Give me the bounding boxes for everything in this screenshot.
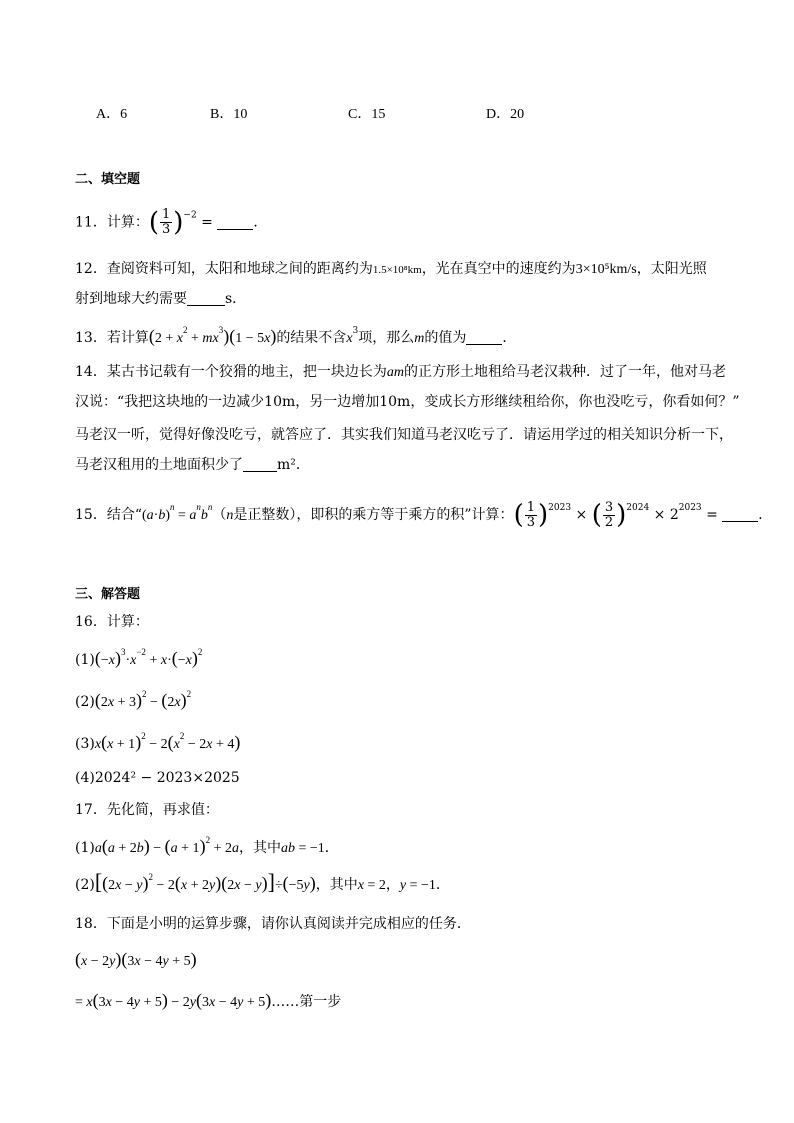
question-13: 13．若计算$(2 + x^2 + mx^3)(1 - 5x)$的结果不含$x^3$项，那么m的值为 ． xyxy=(75,325,517,346)
q11-prefix: 11．计算： xyxy=(75,214,149,231)
answer-blank xyxy=(217,215,253,230)
question-14-line-1: 14．某古书记载有一个狡猾的地主，把一块边长为am的正方形土地租给马老汉栽种．过了一年，他对马老 xyxy=(75,364,726,380)
question-14-line-3: 马老汉一听，觉得好像没吃亏，就答应了．其实我们知道马老汉吃亏了．请运用学过的相关知识分析一下， xyxy=(75,427,733,443)
question-17-part-2: $(2)[(2x - y)^2 - 2(x + 2y)(2x - y)]\div(-5y)$，其中x = 2，y = −1． xyxy=(75,869,450,894)
choice-b: B．10 xyxy=(210,107,248,122)
question-16-part-1: $(1)(-x)^3\cdot x^{-2} + x\cdot(-x)^2$ xyxy=(75,647,203,668)
question-18-expression: (x − 2y)(3x − 4y + 5) xyxy=(75,949,197,969)
question-17-title: 17．先化简，再求值： xyxy=(75,802,219,818)
answer-blank xyxy=(243,457,277,472)
question-14-line-2: 汉说：“我把这块地的一边减少10m，另一边增加10m，变成长方形继续租给你，你也没吃亏，你看如何？” xyxy=(75,394,740,410)
question-18-title: 18．下面是小明的运算步骤，请你认真阅读并完成相应的任务． xyxy=(75,916,471,932)
question-12-line-2: 射到地球大约需要 s． xyxy=(75,291,247,307)
choice-a: A．6 xyxy=(96,107,128,122)
question-14-line-4: 马老汉租用的土地面积少了 m²． xyxy=(75,457,310,473)
answer-blank xyxy=(722,507,758,522)
fraction-one-third: $\frac{1}{3}$ xyxy=(161,207,171,237)
section-solve-heading: 三、解答题 xyxy=(75,587,141,602)
choice-c: C．15 xyxy=(348,107,386,122)
answer-blank xyxy=(466,330,502,345)
question-16-part-4: (4)2024² − 2023×2025 xyxy=(75,770,240,786)
question-15: 15．结合“$(a\cdot b)^n = a^nb^n(n$是正整数），即积的乘方等于乘方的积”计算：( $\frac{1}{3}$ )$^{2023}$ × ( $\frac{3}{2}$ )$^{2024} \times 2^{2023}$ = ． xyxy=(75,499,773,530)
question-18-step-1: = x(3x − 4y + 5) − 2y(3x − 4y + 5)……第一步 xyxy=(75,990,342,1010)
question-16-title: 16．计算： xyxy=(75,614,149,630)
question-16-part-2: $(2)(2x + 3)^2 - (2x)^2$ xyxy=(75,689,192,710)
question-12-line-1: 12．查阅资料可知，太阳和地球之间的距离约为1.5×10⁸km，光在真空中的速度约为3×10⁵km/s，太阳光照 xyxy=(75,261,707,277)
question-17-part-1: $(1)a(a + 2b) - (a + 1)^2 + 2a$，其中ab = −1． xyxy=(75,835,339,856)
question-16-part-3: $(3)x(x + 1)^2 - 2(x^2 - 2x + 4)$ xyxy=(75,731,241,752)
question-11: 11．计算：( $\frac{1}{3}$ )$^{-2}$ = ． xyxy=(75,207,268,238)
choice-d: D．20 xyxy=(486,107,525,122)
section-fill-blank-heading: 二、填空题 xyxy=(75,172,141,187)
answer-blank xyxy=(187,291,225,306)
